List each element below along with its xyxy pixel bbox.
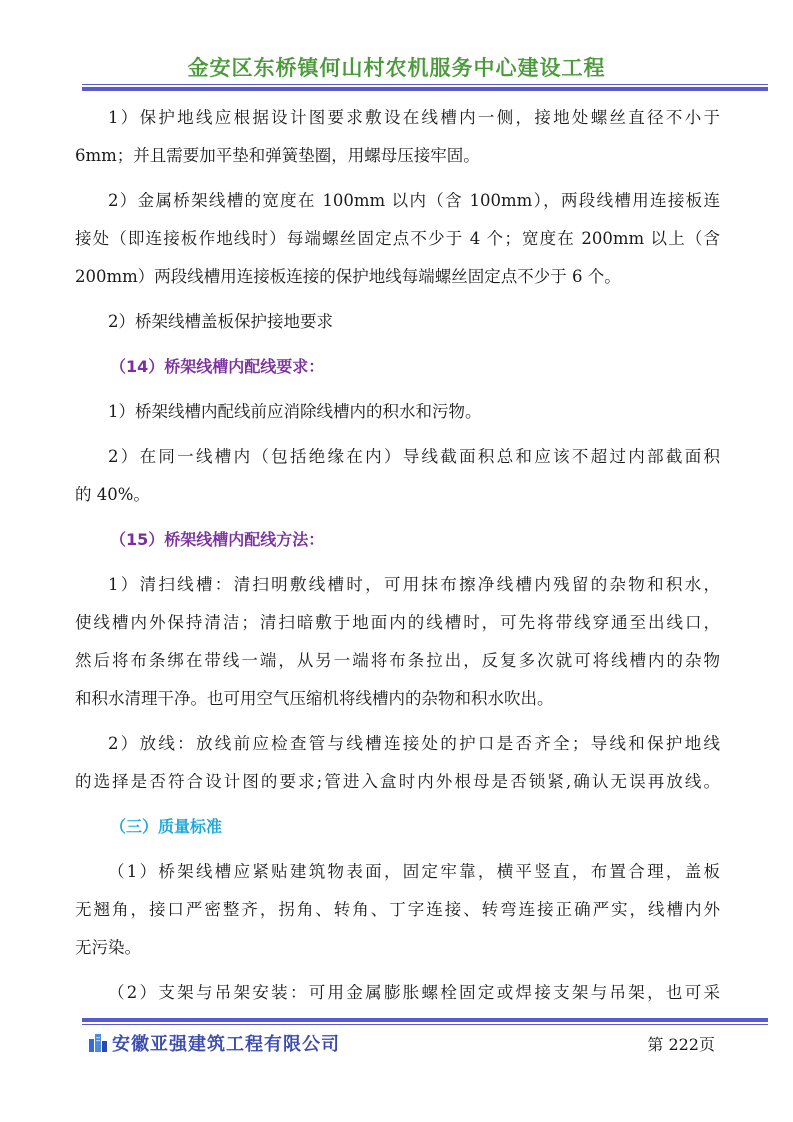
text-line: 的 40%。 xyxy=(75,485,150,504)
section-heading-quality: （三）质量标准 xyxy=(110,817,223,836)
text-line: 接处（即连接板作地线时）每端螺丝固定点不少于 4 个；宽度在 200mm 以上（含 xyxy=(75,229,720,248)
footer-page-number: 第 222页 xyxy=(647,1035,715,1054)
text-line: 6mm；并且需要加平垫和弹簧垫圈，用螺母压接牢固。 xyxy=(75,146,480,165)
text-line: （1）桥架线槽应紧贴建筑物表面，固定牢靠，横平竖直，布置合理，盖板 xyxy=(108,862,720,881)
header-rule-thin xyxy=(82,84,768,85)
section-heading-15: （15）桥架线槽内配线方法： xyxy=(110,530,325,549)
text-line: 2）放线：放线前应检查管与线槽连接处的护口是否齐全；导线和保护地线 xyxy=(108,734,720,753)
text-line: 然后将布条绑在带线一端，从另一端将布条拉出，反复多次就可将线槽内的杂物 xyxy=(75,651,720,670)
text-line: 1）桥架线槽内配线前应消除线槽内的积水和污物。 xyxy=(108,402,482,421)
footer-rule-thick xyxy=(82,1018,768,1022)
company-logo-icon xyxy=(88,1031,108,1053)
text-line: 1）清扫线槽：清扫明敷线槽时，可用抹布擦净线槽内残留的杂物和积水， xyxy=(108,575,720,594)
footer-rule-thin xyxy=(82,1024,768,1025)
footer-company-name: 安徽亚强建筑工程有限公司 xyxy=(112,1034,340,1055)
header-rule-thick xyxy=(82,87,768,91)
text-line: 使线槽内外保持清洁；清扫暗敷于地面内的线槽时，可先将带线穿通至出线口， xyxy=(75,613,720,632)
text-line: 和积水清理干净。也可用空气压缩机将线槽内的杂物和积水吹出。 xyxy=(75,689,554,708)
text-line: 2）在同一线槽内（包括绝缘在内）导线截面积总和应该不超过内部截面积 xyxy=(108,447,720,466)
text-line: 200mm）两段线槽用连接板连接的保护地线每端螺丝固定点不少于 6 个。 xyxy=(75,267,621,286)
text-line: 2）桥架线槽盖板保护接地要求 xyxy=(108,312,333,331)
text-line: 2）金属桥架线槽的宽度在 100mm 以内（含 100mm），两段线槽用连接板连 xyxy=(108,191,720,210)
section-heading-14: （14）桥架线槽内配线要求： xyxy=(110,357,325,376)
page-header-title: 金安区东桥镇何山村农机服务中心建设工程 xyxy=(187,56,606,80)
text-line: （2）支架与吊架安装：可用金属膨胀螺栓固定或焊接支架与吊架，也可采 xyxy=(108,983,720,1002)
text-line: 无翘角，接口严密整齐，拐角、转角、丁字连接、转弯连接正确严实，线槽内外 xyxy=(75,900,720,919)
text-line: 的选择是否符合设计图的要求;管进入盒时内外根母是否锁紧,确认无误再放线。 xyxy=(75,772,720,791)
text-line: 1）保护地线应根据设计图要求敷设在线槽内一侧，接地处螺丝直径不小于 xyxy=(108,108,720,127)
text-line: 无污染。 xyxy=(75,938,141,957)
document-body xyxy=(75,99,720,1012)
